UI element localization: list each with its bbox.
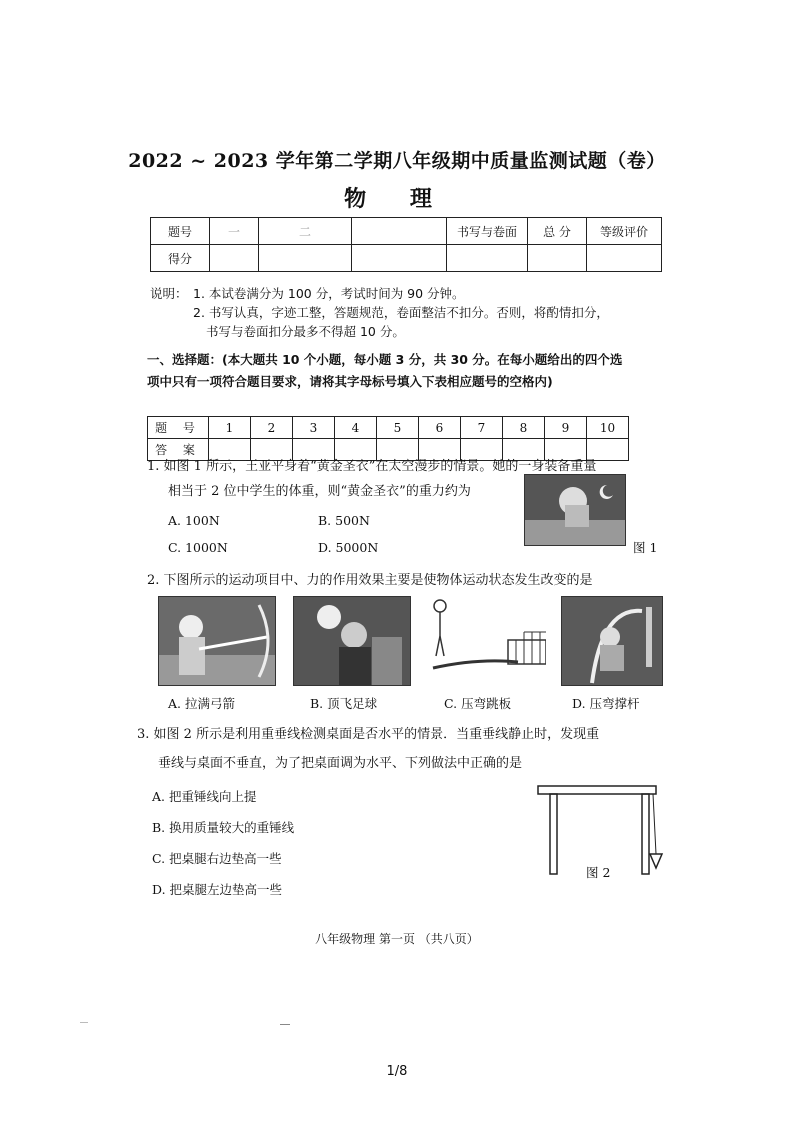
question-number: 2 <box>251 417 293 439</box>
instruction-line: 书写与卷面扣分最多不得超 10 分。 <box>206 324 405 339</box>
section-heading: 项中只有一项符合题目要求，请将其字母标号填入下表相应题号的空格内) <box>147 374 553 389</box>
score-cell: 书写与卷面 <box>447 218 528 245</box>
score-blank[interactable] <box>352 245 447 272</box>
soccer-header-photo <box>293 596 411 686</box>
q3-option-d: D. 把桌腿左边垫高一些 <box>152 882 283 897</box>
q3-stem-line: 3. 如图 2 所示是利用重垂线检测桌面是否水平的情景．当重垂线静止时，发现重 <box>137 727 600 742</box>
answer-table-number-row <box>148 417 629 439</box>
q2-option-c-caption: C. 压弯跳板 <box>444 696 512 711</box>
question-number: 6 <box>419 417 461 439</box>
diving-board-photo <box>428 596 546 684</box>
question-number: 10 <box>587 417 629 439</box>
answer-header-label: 题 号 <box>148 417 209 439</box>
q1-stem-line: 相当于 2 位中学生的体重，则“黄金圣衣”的重力约为 <box>168 484 471 499</box>
score-cell: 二 <box>259 218 352 245</box>
score-table <box>150 217 662 272</box>
astronaut-photo <box>524 474 626 546</box>
score-blank[interactable] <box>447 245 528 272</box>
page-footer: 八年级物理 第一页 （共八页） <box>315 932 479 946</box>
pole-vault-photo <box>561 596 663 686</box>
q3-option-b: B. 换用质量较大的重锤线 <box>152 820 295 835</box>
scan-mark <box>80 1022 88 1023</box>
question-number: 3 <box>293 417 335 439</box>
instructions-label: 说明： <box>150 286 188 301</box>
question-number: 8 <box>503 417 545 439</box>
score-blank[interactable] <box>210 245 259 272</box>
q1-option-d: D. 5000N <box>318 540 379 555</box>
figure-2-label: 图 2 <box>586 865 611 880</box>
instruction-line: 1. 本试卷满分为 100 分，考试时间为 90 分钟。 <box>193 286 465 301</box>
q1-option-c: C. 1000N <box>168 540 228 555</box>
scan-mark <box>280 1024 290 1025</box>
score-cell: 题号 <box>151 218 210 245</box>
score-blank[interactable] <box>528 245 587 272</box>
q1-option-a: A. 100N <box>168 513 220 528</box>
score-cell: 等级评价 <box>587 218 662 245</box>
q2-option-d-caption: D. 压弯撑杆 <box>572 696 640 711</box>
score-row-label: 得分 <box>151 245 210 272</box>
answer-row-label: 答 案 <box>148 439 209 461</box>
score-blank[interactable] <box>587 245 662 272</box>
q2-option-a-caption: A. 拉满弓箭 <box>168 696 235 711</box>
q1-stem-line: 1. 如图 1 所示，王亚平身着“黄金圣衣”在太空漫步的情景。她的一身装备重量 <box>147 459 597 474</box>
instruction-line: 2. 书写认真，字迹工整，答题规范，卷面整洁不扣分。否则，将酌情扣分， <box>193 305 609 320</box>
page-number: 1/8 <box>386 1064 408 1079</box>
q3-option-a: A. 把重锤线向上提 <box>152 789 257 804</box>
question-number: 5 <box>377 417 419 439</box>
score-cell: 总 分 <box>528 218 587 245</box>
question-number: 9 <box>545 417 587 439</box>
q2-stem-line: 2. 下图所示的运动项目中、力的作用效果主要是使物体运动状态发生改变的是 <box>147 573 593 588</box>
q1-option-b: B. 500N <box>318 513 370 528</box>
score-table-header-row <box>151 218 662 245</box>
question-number: 7 <box>461 417 503 439</box>
subject-title: 物 理 <box>344 186 450 212</box>
q2-option-b-caption: B. 顶飞足球 <box>310 696 378 711</box>
question-number: 4 <box>335 417 377 439</box>
score-table-score-row <box>151 245 662 272</box>
q3-stem-line: 垂线与桌面不垂直，为了把桌面调为水平、下列做法中正确的是 <box>158 756 523 771</box>
section-heading: 一、选择题：(本大题共 10 个小题，每小题 3 分，共 30 分。在每小题给出的四个选 <box>147 352 623 367</box>
score-blank[interactable] <box>259 245 352 272</box>
score-cell: 一 <box>210 218 259 245</box>
question-number: 1 <box>209 417 251 439</box>
figure-1-label: 图 1 <box>633 540 658 555</box>
exam-title: 2022 ~ 2023 学年第二学期八年级期中质量监测试题（卷） <box>128 150 666 172</box>
archery-photo <box>158 596 276 686</box>
score-cell <box>352 218 447 245</box>
q3-option-c: C. 把桌腿右边垫高一些 <box>152 851 282 866</box>
